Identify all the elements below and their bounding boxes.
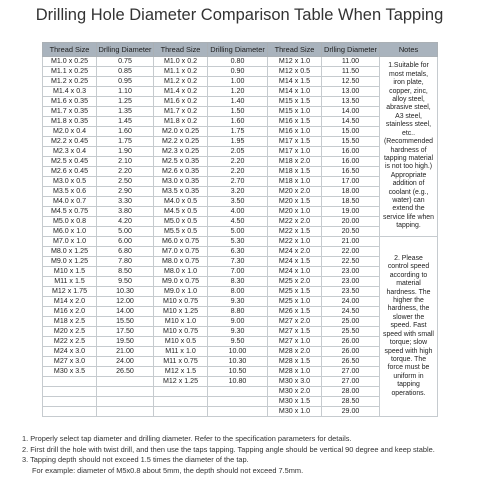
table-row: [43, 397, 438, 407]
thread-size-cell: M16 x 1.5: [268, 117, 322, 127]
thread-size-cell: M5.0 x 0.8: [43, 217, 97, 227]
drilling-diameter-cell: 2.90: [97, 187, 154, 197]
thread-size-cell: M24 x 1.0: [268, 267, 322, 277]
drilling-diameter-cell: 11.00: [322, 57, 380, 67]
table-row: [43, 217, 438, 227]
table-row: [43, 257, 438, 267]
drilling-diameter-cell: 11.50: [322, 67, 380, 77]
drilling-diameter-cell: 22.00: [322, 247, 380, 257]
drilling-diameter-cell: 9.30: [208, 297, 268, 307]
drilling-diameter-cell: 10.30: [208, 357, 268, 367]
table-row: [43, 317, 438, 327]
drilling-diameter-cell: 17.50: [97, 327, 154, 337]
table-row: [43, 77, 438, 87]
drilling-diameter-cell: 7.80: [97, 257, 154, 267]
drilling-diameter-cell: 2.50: [97, 177, 154, 187]
thread-size-cell: M14 x 2.0: [43, 297, 97, 307]
table-row: [43, 207, 438, 217]
thread-size-cell: M27 x 1.0: [268, 337, 322, 347]
drilling-diameter-cell: 3.20: [208, 187, 268, 197]
thread-size-cell: M4.5 x 0.75: [43, 207, 97, 217]
drilling-diameter-cell: 5.30: [208, 237, 268, 247]
table-header-row: [43, 43, 438, 57]
table-row: [43, 307, 438, 317]
thread-size-cell: M7.0 x 0.75: [154, 247, 208, 257]
thread-size-cell: M22 x 2.5: [43, 337, 97, 347]
table-row: [43, 87, 438, 97]
drilling-diameter-cell: 15.50: [322, 137, 380, 147]
drilling-diameter-cell: 18.50: [322, 197, 380, 207]
drilling-diameter-cell: 0.75: [97, 57, 154, 67]
drilling-diameter-cell: 7.00: [208, 267, 268, 277]
drilling-diameter-cell: 23.00: [322, 277, 380, 287]
thread-size-cell: M7.0 x 1.0: [43, 237, 97, 247]
drilling-diameter-cell: 1.60: [97, 127, 154, 137]
thread-size-cell: [154, 397, 208, 407]
drilling-diameter-cell: 7.30: [208, 257, 268, 267]
thread-size-cell: M18 x 1.0: [268, 177, 322, 187]
thread-size-cell: M25 x 1.5: [268, 287, 322, 297]
drilling-diameter-cell: 1.90: [97, 147, 154, 157]
drilling-diameter-cell: 26.00: [322, 347, 380, 357]
drilling-diameter-cell: 22.50: [322, 257, 380, 267]
thread-size-cell: M15 x 1.5: [268, 97, 322, 107]
drilling-diameter-cell: 9.50: [208, 337, 268, 347]
thread-size-cell: M4.0 x 0.7: [43, 197, 97, 207]
thread-size-cell: M8.0 x 0.75: [154, 257, 208, 267]
thread-size-cell: M3.0 x 0.5: [43, 177, 97, 187]
drilling-diameter-cell: 1.45: [97, 117, 154, 127]
thread-size-cell: M1.7 x 0.35: [43, 107, 97, 117]
thread-size-cell: M11 x 1.5: [43, 277, 97, 287]
drilling-diameter-cell: 13.00: [322, 87, 380, 97]
header-drilling-diameter-3: Drlling Diameter: [322, 43, 380, 57]
thread-size-cell: M24 x 2.0: [268, 247, 322, 257]
footer-instructions: [22, 434, 472, 476]
thread-size-cell: M3.5 x 0.6: [43, 187, 97, 197]
thread-size-cell: M22 x 2.0: [268, 217, 322, 227]
drilling-diameter-cell: 24.50: [322, 307, 380, 317]
footer-line-2: 2. First drill the hole with twist drill, and then use the taps tapping. Tapping angle should be vertical 90 degree and keep stable.: [22, 444, 435, 454]
thread-size-cell: M24 x 3.0: [43, 347, 97, 357]
thread-size-cell: [154, 407, 208, 417]
header-thread-size-1: Thread Size: [43, 43, 97, 57]
thread-size-cell: M14 x 1.0: [268, 87, 322, 97]
table-row: [43, 287, 438, 297]
drilling-diameter-cell: 26.00: [322, 337, 380, 347]
thread-size-cell: M8.0 x 1.0: [154, 267, 208, 277]
thread-size-cell: M1.0 x 0.25: [43, 57, 97, 67]
thread-size-cell: [43, 397, 97, 407]
page-title: Drilling Hole Diameter Comparison Table When Tapping: [35, 6, 444, 24]
drilling-diameter-cell: 8.50: [97, 267, 154, 277]
table-row: [43, 347, 438, 357]
drilling-diameter-cell: 16.50: [322, 167, 380, 177]
drilling-diameter-cell: 20.00: [322, 217, 380, 227]
table-row: [43, 167, 438, 177]
thread-size-cell: M12 x 1.5: [154, 367, 208, 377]
drilling-diameter-cell: 9.50: [97, 277, 154, 287]
drill-size-table: [42, 42, 438, 417]
thread-size-cell: M18 x 1.5: [268, 167, 322, 177]
thread-size-cell: M27 x 3.0: [43, 357, 97, 367]
thread-size-cell: [43, 387, 97, 397]
drilling-diameter-cell: 19.50: [97, 337, 154, 347]
drilling-diameter-cell: 12.00: [97, 297, 154, 307]
thread-size-cell: M9.0 x 1.0: [154, 287, 208, 297]
drilling-diameter-cell: 10.30: [97, 287, 154, 297]
thread-size-cell: M1.7 x 0.2: [154, 107, 208, 117]
thread-size-cell: M6.0 x 0.75: [154, 237, 208, 247]
thread-size-cell: M3.5 x 0.35: [154, 187, 208, 197]
drilling-diameter-cell: 0.95: [97, 77, 154, 87]
drilling-diameter-cell: 26.50: [322, 357, 380, 367]
table-row: [43, 407, 438, 417]
thread-size-cell: M1.6 x 0.2: [154, 97, 208, 107]
drilling-diameter-cell: 2.20: [97, 167, 154, 177]
drilling-diameter-cell: [208, 387, 268, 397]
thread-size-cell: M30 x 1.0: [268, 407, 322, 417]
thread-size-cell: M1.4 x 0.2: [154, 87, 208, 97]
drilling-diameter-cell: 6.00: [97, 237, 154, 247]
table-row: [43, 297, 438, 307]
drilling-diameter-cell: 5.00: [97, 227, 154, 237]
thread-size-cell: M1.1 x 0.25: [43, 67, 97, 77]
thread-size-cell: M1.8 x 0.2: [154, 117, 208, 127]
table-row: [43, 267, 438, 277]
thread-size-cell: [43, 407, 97, 417]
footer-line-4: For example: diameter of M5x0.8 about 5mm, the depth should not exceed 7.5mm.: [32, 465, 304, 475]
table-row: [43, 367, 438, 377]
thread-size-cell: M1.8 x 0.35: [43, 117, 97, 127]
drilling-diameter-cell: 2.20: [208, 167, 268, 177]
drilling-diameter-cell: 1.75: [208, 127, 268, 137]
drilling-diameter-cell: 24.00: [322, 297, 380, 307]
drilling-diameter-cell: 9.30: [208, 327, 268, 337]
thread-size-cell: M12 x 1.0: [268, 57, 322, 67]
drilling-diameter-cell: 23.00: [322, 267, 380, 277]
thread-size-cell: M2.2 x 0.25: [154, 137, 208, 147]
thread-size-cell: M9.0 x 0.75: [154, 277, 208, 287]
thread-size-cell: M5.0 x 0.5: [154, 217, 208, 227]
drilling-diameter-cell: 1.20: [208, 87, 268, 97]
thread-size-cell: M17 x 1.0: [268, 147, 322, 157]
header-drilling-diameter-2: Drilling Diameter: [208, 43, 268, 57]
drilling-diameter-cell: 17.00: [322, 177, 380, 187]
thread-size-cell: M16 x 2.0: [43, 307, 97, 317]
thread-size-cell: M30 x 3.0: [268, 377, 322, 387]
drilling-diameter-cell: 1.75: [97, 137, 154, 147]
note-1: 1.Suitable for most metals, iron plate, copper, zinc, alloy steel, abrasive steel, A3 steel, stainless steel, etc..(Recommended hardness of tapping material is not too high.) Appropriate addition of coolant (e.g., water) can extend the service life when tapping.: [380, 57, 438, 237]
drilling-diameter-cell: 4.20: [97, 217, 154, 227]
drilling-diameter-cell: 10.00: [208, 347, 268, 357]
drilling-diameter-cell: 28.00: [322, 387, 380, 397]
table-row: [43, 107, 438, 117]
drilling-diameter-cell: 15.50: [97, 317, 154, 327]
table-row: [43, 97, 438, 107]
table-row: [43, 177, 438, 187]
table-row: [43, 357, 438, 367]
thread-size-cell: [43, 377, 97, 387]
table-row: [43, 377, 438, 387]
drilling-diameter-cell: 12.50: [322, 77, 380, 87]
drilling-diameter-cell: 1.95: [208, 137, 268, 147]
drilling-diameter-cell: 10.50: [208, 367, 268, 377]
note-2: 2. Please control speed according to material hardness. The higher the hardness, the slower the speed. Fast speed with small torque; slow speed with high torque. The force must be uniform in tapping operations.: [380, 237, 438, 417]
drilling-diameter-cell: 4.00: [208, 207, 268, 217]
thread-size-cell: M2.0 x 0.25: [154, 127, 208, 137]
header-thread-size-3: Thread Size: [268, 43, 322, 57]
drilling-diameter-cell: [208, 407, 268, 417]
drilling-diameter-cell: 27.00: [322, 367, 380, 377]
thread-size-cell: M30 x 3.5: [43, 367, 97, 377]
thread-size-cell: M18 x 2.5: [43, 317, 97, 327]
drilling-diameter-cell: 10.80: [208, 377, 268, 387]
thread-size-cell: M2.0 x 0.4: [43, 127, 97, 137]
drilling-diameter-cell: 1.50: [208, 107, 268, 117]
drilling-diameter-cell: 15.00: [322, 127, 380, 137]
drilling-diameter-cell: 2.10: [97, 157, 154, 167]
drilling-diameter-cell: 13.50: [322, 97, 380, 107]
thread-size-cell: M10 x 1.0: [154, 317, 208, 327]
drilling-diameter-cell: 3.50: [208, 197, 268, 207]
drilling-diameter-cell: 25.00: [322, 317, 380, 327]
thread-size-cell: M5.5 x 0.5: [154, 227, 208, 237]
thread-size-cell: M20 x 2.5: [43, 327, 97, 337]
thread-size-cell: M12 x 0.5: [268, 67, 322, 77]
thread-size-cell: M1.2 x 0.25: [43, 77, 97, 87]
thread-size-cell: M22 x 1.0: [268, 237, 322, 247]
drilling-diameter-cell: 26.50: [97, 367, 154, 377]
table-row: [43, 117, 438, 127]
drilling-diameter-cell: 0.80: [208, 57, 268, 67]
drilling-diameter-cell: 20.50: [322, 227, 380, 237]
drilling-diameter-cell: [97, 407, 154, 417]
footer-line-3: 3. Tapping depth should not exceed 1.5 times the diameter of the tap.: [22, 455, 249, 464]
drilling-diameter-cell: 1.00: [208, 77, 268, 87]
thread-size-cell: M10 x 1.25: [154, 307, 208, 317]
drilling-diameter-cell: 9.00: [208, 317, 268, 327]
table-body: [43, 57, 438, 417]
drilling-diameter-cell: 2.70: [208, 177, 268, 187]
thread-size-cell: M1.6 x 0.35: [43, 97, 97, 107]
drilling-diameter-cell: 21.00: [322, 237, 380, 247]
table-row: [43, 127, 438, 137]
thread-size-cell: M11 x 1.0: [154, 347, 208, 357]
drilling-diameter-cell: 21.00: [97, 347, 154, 357]
header-thread-size-2: Thread Size: [154, 43, 208, 57]
thread-size-cell: M15 x 1.0: [268, 107, 322, 117]
drilling-diameter-cell: 3.80: [97, 207, 154, 217]
drilling-diameter-cell: 14.50: [322, 117, 380, 127]
thread-size-cell: M27 x 1.5: [268, 327, 322, 337]
drilling-diameter-cell: 16.00: [322, 157, 380, 167]
thread-size-cell: M4.5 x 0.5: [154, 207, 208, 217]
table-row: [43, 247, 438, 257]
thread-size-cell: M2.3 x 0.25: [154, 147, 208, 157]
drilling-diameter-cell: 0.85: [97, 67, 154, 77]
table-row: [43, 227, 438, 237]
thread-size-cell: M10 x 0.75: [154, 327, 208, 337]
drilling-diameter-cell: [97, 397, 154, 407]
thread-size-cell: M30 x 2.0: [268, 387, 322, 397]
thread-size-cell: M1.0 x 0.2: [154, 57, 208, 67]
thread-size-cell: M1.1 x 0.2: [154, 67, 208, 77]
table-row: [43, 187, 438, 197]
thread-size-cell: M10 x 0.5: [154, 337, 208, 347]
header-notes: Notes: [380, 43, 438, 57]
drilling-diameter-cell: 19.00: [322, 207, 380, 217]
thread-size-cell: M30 x 1.5: [268, 397, 322, 407]
drilling-diameter-cell: 2.05: [208, 147, 268, 157]
drilling-diameter-cell: 14.00: [322, 107, 380, 117]
thread-size-cell: M12 x 1.25: [154, 377, 208, 387]
drilling-diameter-cell: 1.35: [97, 107, 154, 117]
thread-size-cell: [154, 387, 208, 397]
drilling-diameter-cell: 24.00: [97, 357, 154, 367]
thread-size-cell: M20 x 1.0: [268, 207, 322, 217]
thread-size-cell: M4.0 x 0.5: [154, 197, 208, 207]
thread-size-cell: M28 x 2.0: [268, 347, 322, 357]
drilling-diameter-cell: 1.60: [208, 117, 268, 127]
thread-size-cell: M26 x 1.5: [268, 307, 322, 317]
drilling-diameter-cell: 28.50: [322, 397, 380, 407]
thread-size-cell: M3.0 x 0.35: [154, 177, 208, 187]
thread-size-cell: M2.5 x 0.35: [154, 157, 208, 167]
drilling-diameter-cell: 3.30: [97, 197, 154, 207]
table-row: [43, 327, 438, 337]
thread-size-cell: M24 x 1.5: [268, 257, 322, 267]
drilling-diameter-cell: 1.25: [97, 97, 154, 107]
thread-size-cell: M17 x 1.5: [268, 137, 322, 147]
thread-size-cell: M2.2 x 0.45: [43, 137, 97, 147]
drilling-diameter-cell: 4.50: [208, 217, 268, 227]
drilling-diameter-cell: 16.00: [322, 147, 380, 157]
thread-size-cell: M14 x 1.5: [268, 77, 322, 87]
drilling-diameter-cell: 8.30: [208, 277, 268, 287]
footer-line-1: 1. Properly select tap diameter and drilling diameter. Refer to the specification parameters for details.: [22, 434, 352, 443]
thread-size-cell: M28 x 1.0: [268, 367, 322, 377]
table-row: [43, 277, 438, 287]
thread-size-cell: M28 x 1.5: [268, 357, 322, 367]
thread-size-cell: M2.5 x 0.45: [43, 157, 97, 167]
table-row: [43, 387, 438, 397]
table-row: [43, 237, 438, 247]
drilling-diameter-cell: 29.00: [322, 407, 380, 417]
drilling-diameter-cell: 18.00: [322, 187, 380, 197]
thread-size-cell: M10 x 0.75: [154, 297, 208, 307]
table-row: [43, 147, 438, 157]
drilling-diameter-cell: 8.80: [208, 307, 268, 317]
drilling-diameter-cell: 6.30: [208, 247, 268, 257]
thread-size-cell: M16 x 1.0: [268, 127, 322, 137]
drilling-diameter-cell: 2.20: [208, 157, 268, 167]
drilling-diameter-cell: 8.00: [208, 287, 268, 297]
header-drilling-diameter-1: Drlling Diameter: [97, 43, 154, 57]
drilling-diameter-cell: 27.00: [322, 377, 380, 387]
table-row: [43, 157, 438, 167]
drilling-diameter-cell: 5.00: [208, 227, 268, 237]
drilling-diameter-cell: 0.90: [208, 67, 268, 77]
thread-size-cell: M22 x 1.5: [268, 227, 322, 237]
thread-size-cell: M1.2 x 0.2: [154, 77, 208, 87]
table-row: [43, 57, 438, 67]
thread-size-cell: M27 x 2.0: [268, 317, 322, 327]
thread-size-cell: M20 x 1.5: [268, 197, 322, 207]
thread-size-cell: M10 x 1.5: [43, 267, 97, 277]
table-row: [43, 67, 438, 77]
thread-size-cell: M2.3 x 0.4: [43, 147, 97, 157]
drilling-diameter-cell: 6.80: [97, 247, 154, 257]
table-row: [43, 137, 438, 147]
thread-size-cell: M25 x 1.0: [268, 297, 322, 307]
drilling-diameter-cell: 14.00: [97, 307, 154, 317]
thread-size-cell: M9.0 x 1.25: [43, 257, 97, 267]
drilling-diameter-cell: 1.40: [208, 97, 268, 107]
thread-size-cell: M8.0 x 1.25: [43, 247, 97, 257]
drilling-diameter-cell: 1.10: [97, 87, 154, 97]
thread-size-cell: M20 x 2.0: [268, 187, 322, 197]
thread-size-cell: M25 x 2.0: [268, 277, 322, 287]
thread-size-cell: M2.6 x 0.35: [154, 167, 208, 177]
thread-size-cell: M11 x 0.75: [154, 357, 208, 367]
table-row: [43, 337, 438, 347]
thread-size-cell: M18 x 2.0: [268, 157, 322, 167]
drilling-diameter-cell: [97, 377, 154, 387]
thread-size-cell: M2.6 x 0.45: [43, 167, 97, 177]
drilling-diameter-cell: [97, 387, 154, 397]
table-row: [43, 197, 438, 207]
drilling-diameter-cell: 25.50: [322, 327, 380, 337]
drilling-diameter-cell: 23.50: [322, 287, 380, 297]
thread-size-cell: M12 x 1.75: [43, 287, 97, 297]
drilling-diameter-cell: [208, 397, 268, 407]
thread-size-cell: M1.4 x 0.3: [43, 87, 97, 97]
thread-size-cell: M6.0 x 1.0: [43, 227, 97, 237]
